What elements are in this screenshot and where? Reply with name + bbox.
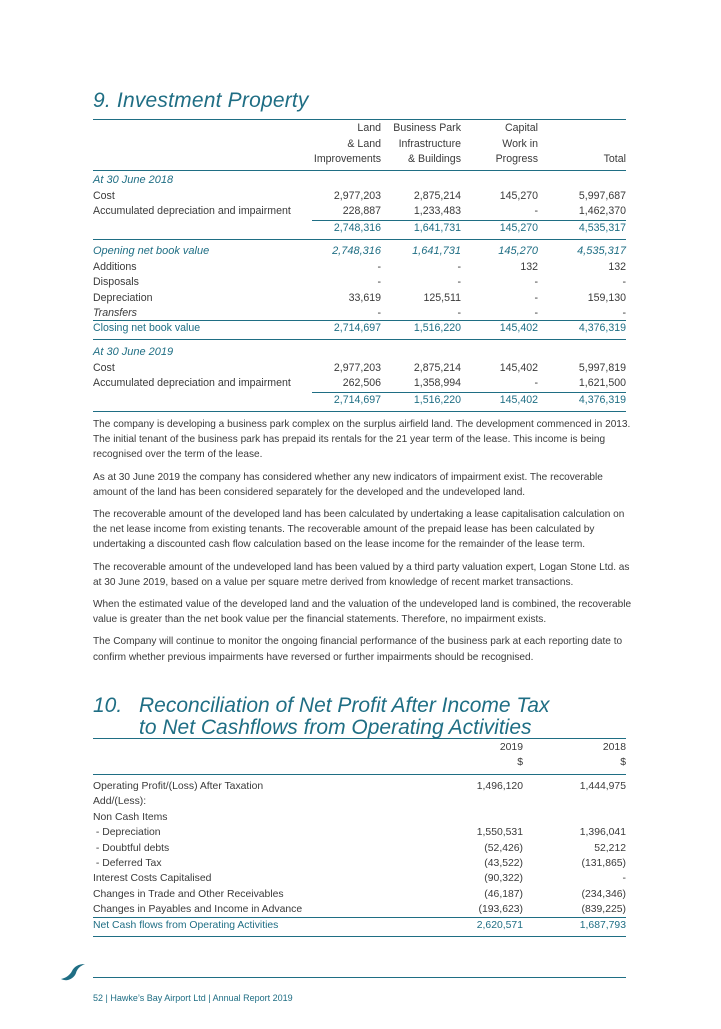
subtotal-row: 2,714,697 1,516,220 145,402 4,376,319 [333, 394, 626, 406]
col-header: Infrastructure [398, 137, 461, 150]
investment-property-table [93, 121, 626, 168]
reconciliation-total [93, 918, 626, 933]
reconciliation-table [93, 779, 626, 918]
table-row: - Deferred Tax (43,522) (131,865) [93, 858, 626, 870]
bird-wing-icon [60, 963, 86, 986]
table-row: Operating Profit/(Loss) After Taxation 1,496,120 1,444,975 [93, 781, 626, 792]
table-row: Add/(Less): [93, 796, 147, 808]
col-header: Capital [505, 122, 538, 134]
group-heading: At 30 June 2018 [93, 174, 174, 186]
title-rule [93, 119, 626, 120]
footer-rule [93, 977, 626, 978]
closing-table [93, 321, 626, 337]
col-header: $ [620, 757, 626, 769]
title-rule [93, 738, 626, 739]
reconciliation-header [93, 740, 626, 771]
col-header: $ [517, 757, 523, 769]
table-row: Changes in Trade and Other Receivables (46,187) (234,346) [93, 888, 626, 900]
group-2019 [93, 345, 626, 392]
subtotal-row: 2,748,316 1,641,731 145,270 4,535,317 [333, 222, 626, 234]
table-row: Disposals - - - - [93, 276, 626, 288]
group-2018 [93, 173, 626, 220]
section-10-title: 10. Reconciliation of Net Profit After Income Tax to Net Cashflows from Operating Activities [93, 694, 550, 739]
col-header [538, 121, 626, 137]
total-bottom-rule [93, 936, 626, 937]
col-header [538, 137, 626, 153]
group-heading: At 30 June 2019 [93, 346, 174, 358]
section-9-title: 9. Investment Property [93, 89, 309, 112]
paragraph: When the estimated value of the developed land and the valuation of the undeveloped land is combined, the recoverable value is greater than the net book value per the financial statements. Therefore, no impairment exists. [93, 599, 632, 626]
subtotal-2018 [93, 221, 626, 237]
paragraph: The recoverable amount of the developed land has been calculated by undertaking a lease capitalisation calculation on the net lease income from existing tenants. The recoverable amount of the prepaid lease has been calculated by undertaking a discounted cash flow calculation based on the lease income for the remainder of the lease term. [93, 509, 625, 551]
table-row: Non Cash Items [93, 811, 168, 823]
total-row: Net Cash flows from Operating Activities 2,620,571 1,687,793 [93, 920, 626, 931]
col-header: 2018 [602, 742, 626, 753]
col-header: Improvements [313, 153, 381, 165]
table-row: Cost 2,977,203 2,875,214 145,270 5,997,687 [93, 189, 626, 202]
table-row: - Depreciation 1,550,531 1,396,041 [93, 827, 626, 839]
col-header: Progress [495, 153, 538, 165]
paragraph: As at 30 June 2019 the company has considered whether any new indicators of impairment exist. The recoverable amount of the land has been considered separately for the developed and the undeveloped land. [93, 471, 603, 498]
closing-row: Closing net book value 2,714,697 1,516,220 145,402 4,376,319 [93, 322, 626, 334]
col-header: Work in [502, 137, 538, 150]
header-rule [93, 774, 626, 775]
table-row: - Doubtful debts (52,426) 52,212 [93, 842, 626, 854]
table-row: Accumulated depreciation and impairment 262,506 1,358,994 - 1,621,500 [93, 377, 626, 389]
col-header: Land [357, 122, 381, 134]
col-header: & Buildings [408, 153, 461, 165]
table-row: Cost 2,977,203 2,875,214 145,402 5,997,819 [93, 361, 626, 374]
closing-bottom-rule [93, 339, 626, 340]
col-header: & Land [347, 137, 381, 150]
table-row: Opening net book value 2,748,316 1,641,731 145,270 4,535,317 [93, 245, 626, 257]
paragraph: The company is developing a business park complex on the surplus airfield land. The development commenced in 2013. The initial tenant of the business park has prepaid its rentals for the 21 year term of the lease. This income is being recognised over the term of the lease. [93, 419, 631, 461]
table-row: Interest Costs Capitalised (90,322) - [93, 873, 626, 885]
notes-text [93, 417, 633, 672]
header-rule [93, 170, 626, 171]
table-row: Transfers - - - - [93, 307, 626, 319]
table-row: Depreciation 33,619 125,511 - 159,130 [93, 291, 626, 304]
subtotal-2019 [93, 393, 626, 409]
paragraph: The recoverable amount of the undeveloped land has been valued by a third party valuation expert, Logan Stone Ltd. as at 30 June 2019, based on a value per square metre derived from knowledge of recent market transactions. [93, 561, 630, 588]
table-row: Accumulated depreciation and impairment 228,887 1,233,483 - 1,462,370 [93, 205, 626, 217]
movement-table [93, 244, 626, 322]
col-header: Total [603, 153, 626, 165]
page-footer: 52 | Hawke’s Bay Airport Ltd | Annual Report 2019 [93, 993, 293, 1003]
col-header: 2019 [499, 742, 523, 753]
section-rule [93, 411, 626, 412]
table-row: Changes in Payables and Income in Advance (193,623) (839,225) [93, 904, 626, 916]
section-rule [93, 239, 626, 240]
col-header: Business Park [393, 122, 461, 134]
paragraph: The Company will continue to monitor the ongoing financial performance of the business park at each reporting date to confirm whether previous impairments have reversed or further impairments should be recognised. [93, 636, 623, 663]
table-row: Additions - - 132 132 [93, 260, 626, 273]
